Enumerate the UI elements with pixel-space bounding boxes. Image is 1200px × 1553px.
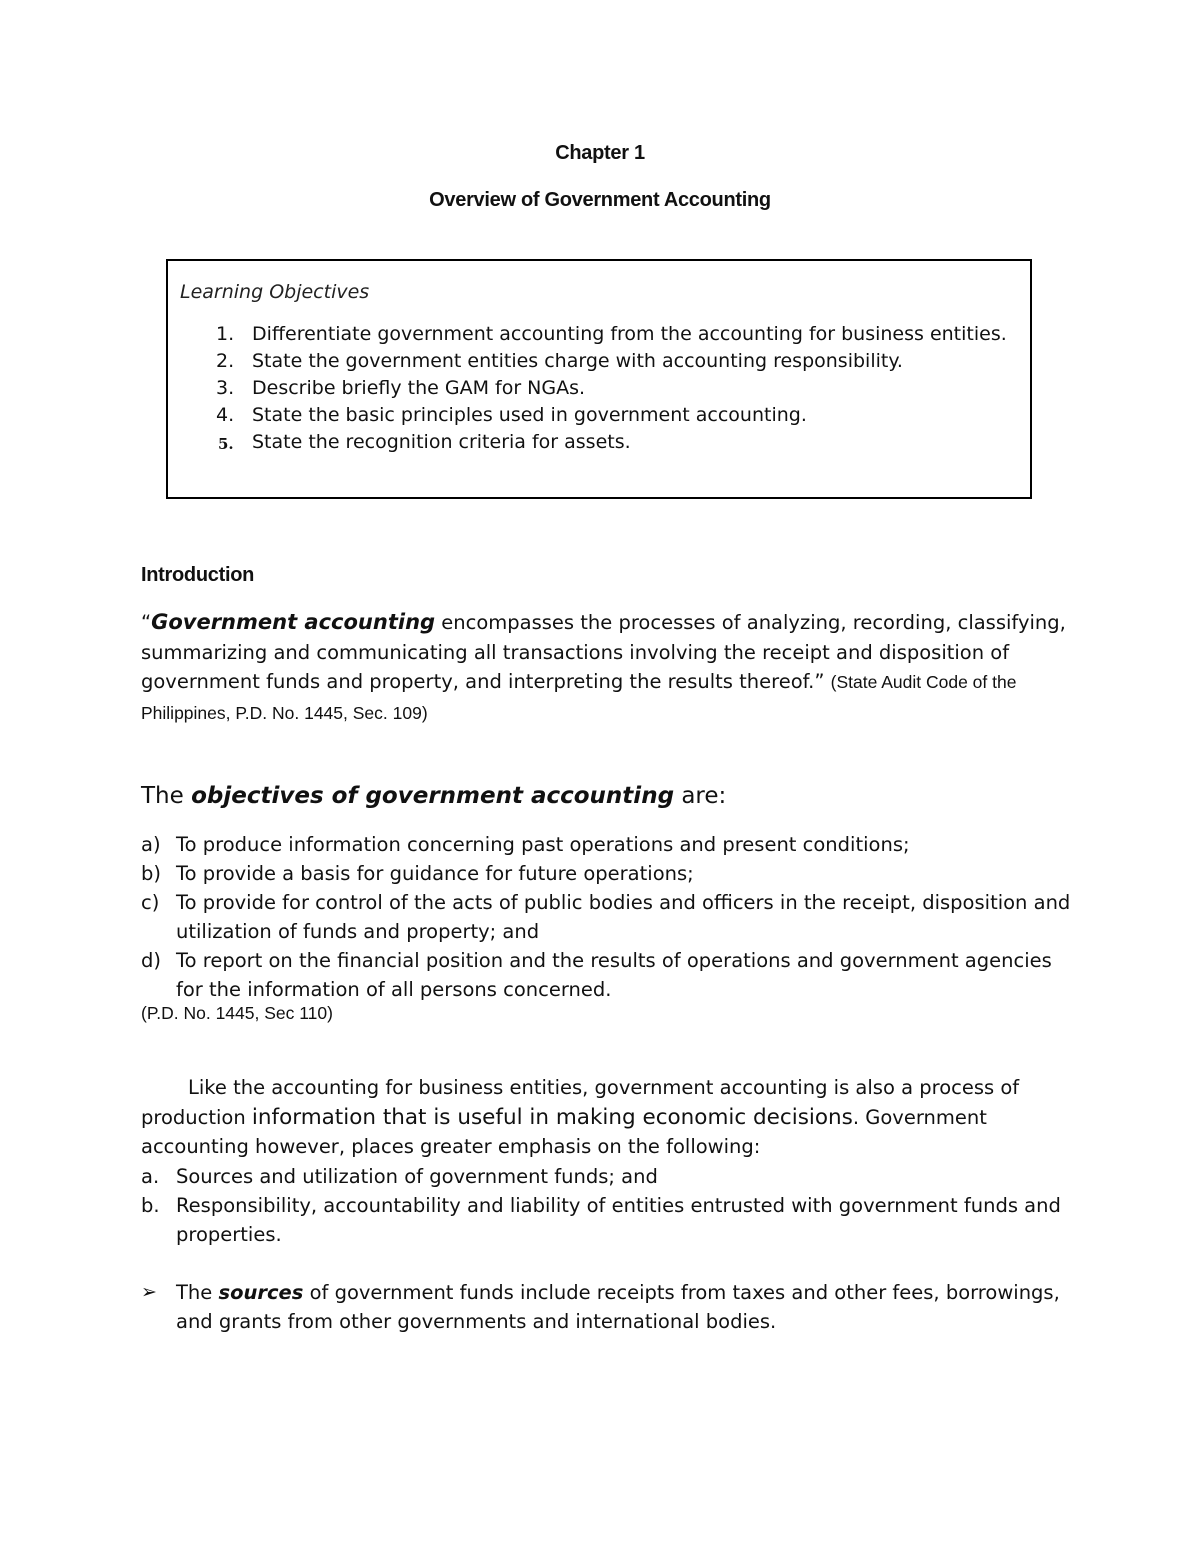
para-end: . Government accounting however, places greater emphasis on the following: bbox=[141, 1105, 987, 1158]
list-number: 4. bbox=[216, 404, 235, 426]
list-item-text: To provide for control of the acts of public bodies and officers in the receipt, disposition and utilization of funds and property; and bbox=[176, 891, 1071, 943]
objectives-citation: (P.D. No. 1445, Sec 110) bbox=[141, 1003, 333, 1023]
definition-body: encompasses the processes of analyzing, recording, classifying, summarizing and communicating all transactions involving the receipt and disposition of government funds and property, and interpreting the results thereof.” bbox=[141, 611, 1066, 693]
emphasis-list bbox=[141, 1162, 1071, 1249]
list-item bbox=[168, 375, 1028, 402]
para-highlight: information that is useful in making economic decisions bbox=[251, 1104, 853, 1130]
arrow-bullet-icon: ➢ bbox=[141, 1281, 157, 1303]
introduction-heading: Introduction bbox=[141, 564, 255, 586]
list-item-text: State the basic principles used in government accounting. bbox=[252, 404, 807, 426]
definition-paragraph bbox=[141, 608, 1071, 728]
list-item bbox=[141, 1162, 1071, 1191]
list-item-text: Sources and utilization of government funds; and bbox=[176, 1165, 658, 1188]
bullet-term: sources bbox=[218, 1281, 304, 1304]
list-item-text: To provide a basis for guidance for future operations; bbox=[176, 862, 694, 885]
emphasis-paragraph bbox=[141, 1073, 1081, 1162]
learning-objectives-box bbox=[166, 259, 1032, 499]
list-item-text: Describe briefly the GAM for NGAs. bbox=[252, 377, 586, 399]
list-item bbox=[168, 402, 1028, 429]
learning-objectives-heading: Learning Objectives bbox=[180, 281, 370, 303]
list-item-text: Differentiate government accounting from the accounting for business entities. bbox=[252, 323, 1007, 345]
list-item bbox=[141, 859, 1071, 888]
chapter-label: Chapter 1 bbox=[555, 142, 645, 164]
list-label: b. bbox=[141, 1194, 160, 1217]
sources-bullet bbox=[141, 1278, 1071, 1336]
list-item bbox=[141, 1191, 1071, 1249]
heading-prefix: The bbox=[141, 783, 192, 809]
heading-emphasis: objectives of government accounting bbox=[191, 783, 675, 809]
learning-objectives-list bbox=[168, 321, 1028, 456]
list-label: a) bbox=[141, 833, 161, 856]
heading-suffix: are: bbox=[674, 783, 727, 809]
list-number: 2. bbox=[216, 350, 235, 372]
list-item-text: To produce information concerning past operations and present conditions; bbox=[176, 833, 910, 856]
list-item bbox=[141, 888, 1071, 946]
list-item-text: State the recognition criteria for assets. bbox=[252, 431, 631, 453]
bullet-prefix: The bbox=[176, 1281, 219, 1304]
list-number: 5. bbox=[218, 435, 234, 453]
list-number: 3. bbox=[216, 377, 235, 399]
list-item bbox=[168, 429, 1028, 456]
list-label: a. bbox=[141, 1165, 160, 1188]
citation: (State Audit Code of the Philippines, P.D. No. 1445, Sec. 109) bbox=[141, 672, 1017, 723]
list-label: d) bbox=[141, 949, 161, 972]
list-item bbox=[141, 830, 1071, 859]
list-label: c) bbox=[141, 891, 160, 914]
list-item bbox=[141, 946, 1071, 1004]
list-item bbox=[168, 321, 1028, 348]
para-start: Like the accounting for business entities, government accounting is also a process of production bbox=[141, 1076, 1020, 1129]
open-quote: “ bbox=[141, 611, 152, 634]
list-item bbox=[168, 348, 1028, 375]
bullet-text: of government funds include receipts from taxes and other fees, borrowings, and grants from other governments and international bodies. bbox=[176, 1281, 1060, 1333]
list-item-text: Responsibility, accountability and liability of entities entrusted with government funds and properties. bbox=[176, 1194, 1061, 1246]
defined-term: Government accounting bbox=[151, 610, 436, 634]
objectives-heading bbox=[141, 783, 726, 809]
objectives-list bbox=[141, 830, 1071, 1004]
list-number: 1. bbox=[216, 323, 235, 345]
list-label: b) bbox=[141, 862, 161, 885]
list-item-text: State the government entities charge with accounting responsibility. bbox=[252, 350, 903, 372]
list-item-text: To report on the financial position and the results of operations and government agencies for the information of all persons concerned. bbox=[176, 949, 1052, 1001]
chapter-title: Overview of Government Accounting bbox=[429, 189, 771, 211]
